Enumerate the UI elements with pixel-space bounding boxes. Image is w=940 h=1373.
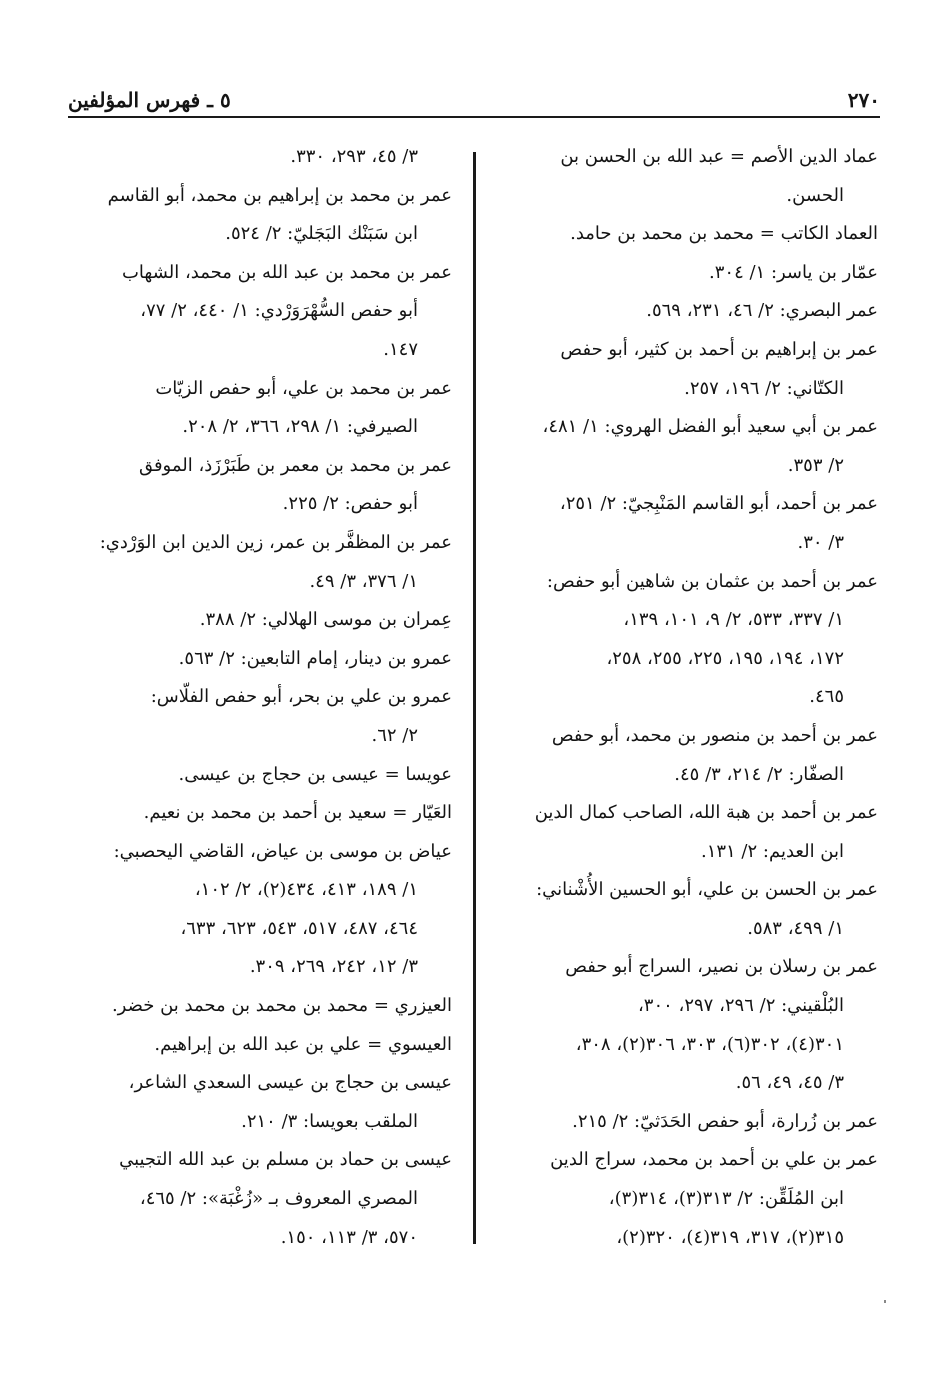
index-line: المصري المعروف بـ «زُغْبَة»: ٢/ ٤٦٥، [139, 1188, 418, 1210]
index-column-right [496, 138, 878, 1257]
index-line: عمر بن محمد بن إبراهيم بن محمد، أبو القاسم [107, 184, 452, 206]
column-divider [473, 152, 476, 1244]
index-line: ١/ ٤٩٩، ٥٨٣. [747, 917, 844, 939]
index-line: ٣/ ٣٠. [797, 531, 844, 553]
index-line: ابن العديم: ٢/ ١٣١. [700, 840, 844, 862]
index-line: ٣٠١(٤)، ٣٠٢(٦)، ٣٠٣، ٣٠٦(٢)، ٣٠٨، [575, 1033, 844, 1055]
index-line: عياض بن موسى بن عياض، القاضي اليحصبي: [113, 840, 452, 862]
index-line: عمر بن محمد بن معمر بن طَبَرْزَذ، الموفق [138, 454, 452, 476]
index-line: عمر بن رسلان بن نصير، السراج أبو حفص [565, 956, 878, 978]
index-line: عماد الدين الأصم = عبد الله بن الحسن بن [560, 146, 878, 167]
index-line: عمّار بن ياسر: ١/ ٣٠٤. [709, 261, 878, 283]
index-line: ٣/ ٤٥، ٤٩، ٥٦. [735, 1072, 844, 1094]
index-line: ٣١٥(٢)، ٣١٧، ٣١٩(٤)، ٣٢٠(٢)، [616, 1226, 844, 1248]
index-line: عمر بن المظفَّر بن عمر، زين الدين ابن الوَرْدي: [99, 531, 452, 553]
index-line: عمر بن أحمد بن عثمان بن شاهين أبو حفص: [546, 570, 878, 592]
index-line: ١٤٧. [383, 338, 418, 360]
index-line: الصفّار: ٢/ ٢١٤، ٣/ ٤٥. [674, 763, 844, 785]
index-line: عمر بن الحسن بن علي، أبو الحسين الأُشْناني: [536, 879, 878, 901]
page-header [68, 84, 880, 118]
index-line: ٣/ ١٢، ٢٤٢، ٢٦٩، ٣٠٩. [249, 956, 418, 978]
index-line: الحسن. [786, 184, 844, 206]
index-line: ٥٧٠، ٣/ ١١٣، ١٥٠. [280, 1226, 418, 1248]
index-line: ٣/ ٤٥، ٢٩٣، ٣٣٠. [290, 146, 418, 167]
index-line: العيزري = محمد بن محمد بن محمد بن خضر. [111, 995, 452, 1017]
index-line: ابن المُلَقِّن: ٢/ ٣١٣(٣)، ٣١٤(٣)، [608, 1188, 844, 1210]
index-line: عمر بن أحمد، أبو القاسم المَنْبِجيّ: ٢/ ٢٥١، [559, 493, 878, 515]
index-line: ١/ ٣٧٦، ٣/ ٤٩. [309, 570, 418, 592]
index-line: عمر بن محمد بن علي، أبو حفص الزيّات [155, 377, 452, 399]
index-line: عمرو بن علي بن بحر، أبو حفص الفلّاس: [150, 686, 452, 708]
index-line: ١٧٢، ١٩٤، ١٩٥، ٢٢٥، ٢٥٥، ٢٥٨، [606, 647, 844, 669]
index-line: الملقب بعويسا: ٣/ ٢١٠. [241, 1110, 418, 1132]
index-line: ٢/ ٣٥٣. [787, 454, 844, 476]
index-line: الصيرفي: ١/ ٢٩٨، ٣٦٦، ٢/ ٢٠٨. [182, 416, 418, 438]
index-line: ابن سَبَنْك البَجَليّ: ٢/ ٥٢٤. [225, 223, 418, 245]
index-line: عيسى بن حجاج بن عيسى السعدي الشاعر، [128, 1072, 452, 1094]
index-line: عمر بن أحمد بن هبة الله، الصاحب كمال الدين [534, 802, 878, 824]
index-line: ٤٦٤، ٤٨٧، ٥١٧، ٥٤٣، ٦٢٣، ٦٣٣، [180, 917, 418, 939]
index-line: عويسا = عيسى بن حجاج بن عيسى. [178, 763, 452, 785]
index-line: أبو حفص السُّهْرَوَرْدي: ١/ ٤٤٠، ٢/ ٧٧، [140, 300, 418, 322]
index-line: أبو حفص: ٢/ ٢٢٥. [282, 493, 418, 515]
index-line: عيسى بن حماد بن مسلم بن عبد الله التجيبي [119, 1149, 452, 1171]
index-line: العَيّار = سعيد بن أحمد بن محمد بن نعيم. [143, 802, 452, 824]
index-line: البُلْقيني: ٢/ ٢٩٦، ٢٩٧، ٣٠٠، [637, 995, 844, 1017]
page-number: ٢٧٠ [847, 88, 880, 112]
index-line: عمر بن أبي سعيد أبو الفضل الهروي: ١/ ٤٨١، [542, 416, 878, 438]
index-line: العماد الكاتب = محمد بن محمد بن حامد. [570, 223, 878, 245]
index-line: عمر بن علي بن أحمد بن محمد، سراج الدين [550, 1149, 878, 1171]
index-line: عمر البصري: ٢/ ٤٦، ٢٣١، ٥٦٩. [646, 300, 878, 322]
index-line: عمرو بن دينار، إمام التابعين: ٢/ ٥٦٣. [178, 647, 452, 669]
scan-speck [884, 1300, 886, 1303]
index-line: الكتّاني: ٢/ ١٩٦، ٢٥٧. [684, 377, 844, 399]
index-line: عِمران بن موسى الهلالي: ٢/ ٣٨٨. [199, 609, 452, 631]
index-line: عمر بن محمد بن عبد الله بن محمد، الشهاب [121, 261, 452, 283]
index-line: عمر بن زُرارة، أبو حفص الحَدَثيّ: ٢/ ٢١٥. [572, 1110, 878, 1132]
index-line: ٢/ ٦٢. [371, 724, 418, 746]
index-line: ٤٦٥. [809, 686, 844, 708]
index-column-left [66, 138, 452, 1257]
running-title: ٥ ـ فهرس المؤلفين [68, 88, 231, 112]
index-line: عمر بن إبراهيم بن أحمد بن كثير، أبو حفص [560, 338, 878, 360]
index-line: ١/ ٣٣٧، ٥٣٣، ٢/ ٩، ١٠١، ١٣٩، [623, 609, 844, 631]
index-line: العيسوي = علي بن عبد الله بن إبراهيم. [154, 1033, 452, 1055]
index-line: ١/ ١٨٩، ٤١٣، ٤٣٤(٢)، ٢/ ١٠٢، [194, 879, 418, 901]
index-line: عمر بن أحمد بن منصور بن محمد، أبو حفص [551, 724, 878, 746]
